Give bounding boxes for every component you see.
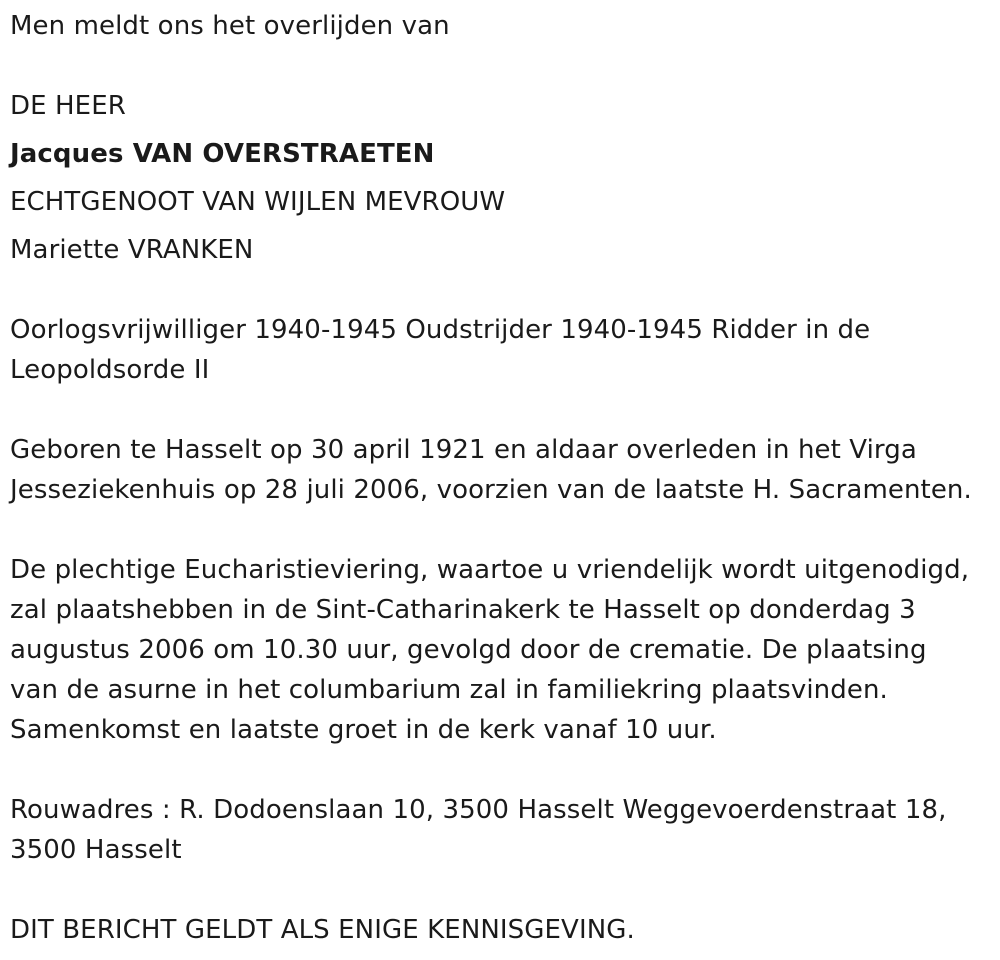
honors-line-1: Oorlogsvrijwilliger 1940-1945 Oudstrijder 1940-1945 Ridder in de xyxy=(10,315,871,345)
ceremony-line-4: van de asurne in het columbarium zal in familiekring plaatsvinden. xyxy=(10,675,888,705)
ceremony-line-3: augustus 2006 om 10.30 uur, gevolgd door de crematie. De plaatsing xyxy=(10,635,927,665)
ceremony-line-5: Samenkomst en laatste groet in de kerk vanaf 10 uur. xyxy=(10,715,717,745)
deceased-name: Jacques VAN OVERSTRAETEN xyxy=(10,139,435,169)
footer-notice: DIT BERICHT GELDT ALS ENIGE KENNISGEVING. xyxy=(10,915,635,945)
address-line-1: Rouwadres : R. Dodoenslaan 10, 3500 Hasselt Weggevoerdenstraat 18, xyxy=(10,795,947,825)
birth-death-line-2: Jesseziekenhuis op 28 juli 2006, voorzien van de laatste H. Sacramenten. xyxy=(10,475,972,505)
spouse-label: ECHTGENOOT VAN WIJLEN MEVROUW xyxy=(10,187,506,217)
address-line-2: 3500 Hasselt xyxy=(10,835,182,865)
ceremony-line-2: zal plaatshebben in de Sint-Catharinakerk te Hasselt op donderdag 3 xyxy=(10,595,916,625)
birth-death-line-1: Geboren te Hasselt op 30 april 1921 en aldaar overleden in het Virga xyxy=(10,435,917,465)
ceremony-line-1: De plechtige Eucharistieviering, waartoe u vriendelijk wordt uitgenodigd, xyxy=(10,555,970,585)
spouse-name: Mariette VRANKEN xyxy=(10,235,254,265)
honors-line-2: Leopoldsorde II xyxy=(10,355,210,385)
intro-text: Men meldt ons het overlijden van xyxy=(10,11,450,41)
honorific: DE HEER xyxy=(10,91,126,121)
